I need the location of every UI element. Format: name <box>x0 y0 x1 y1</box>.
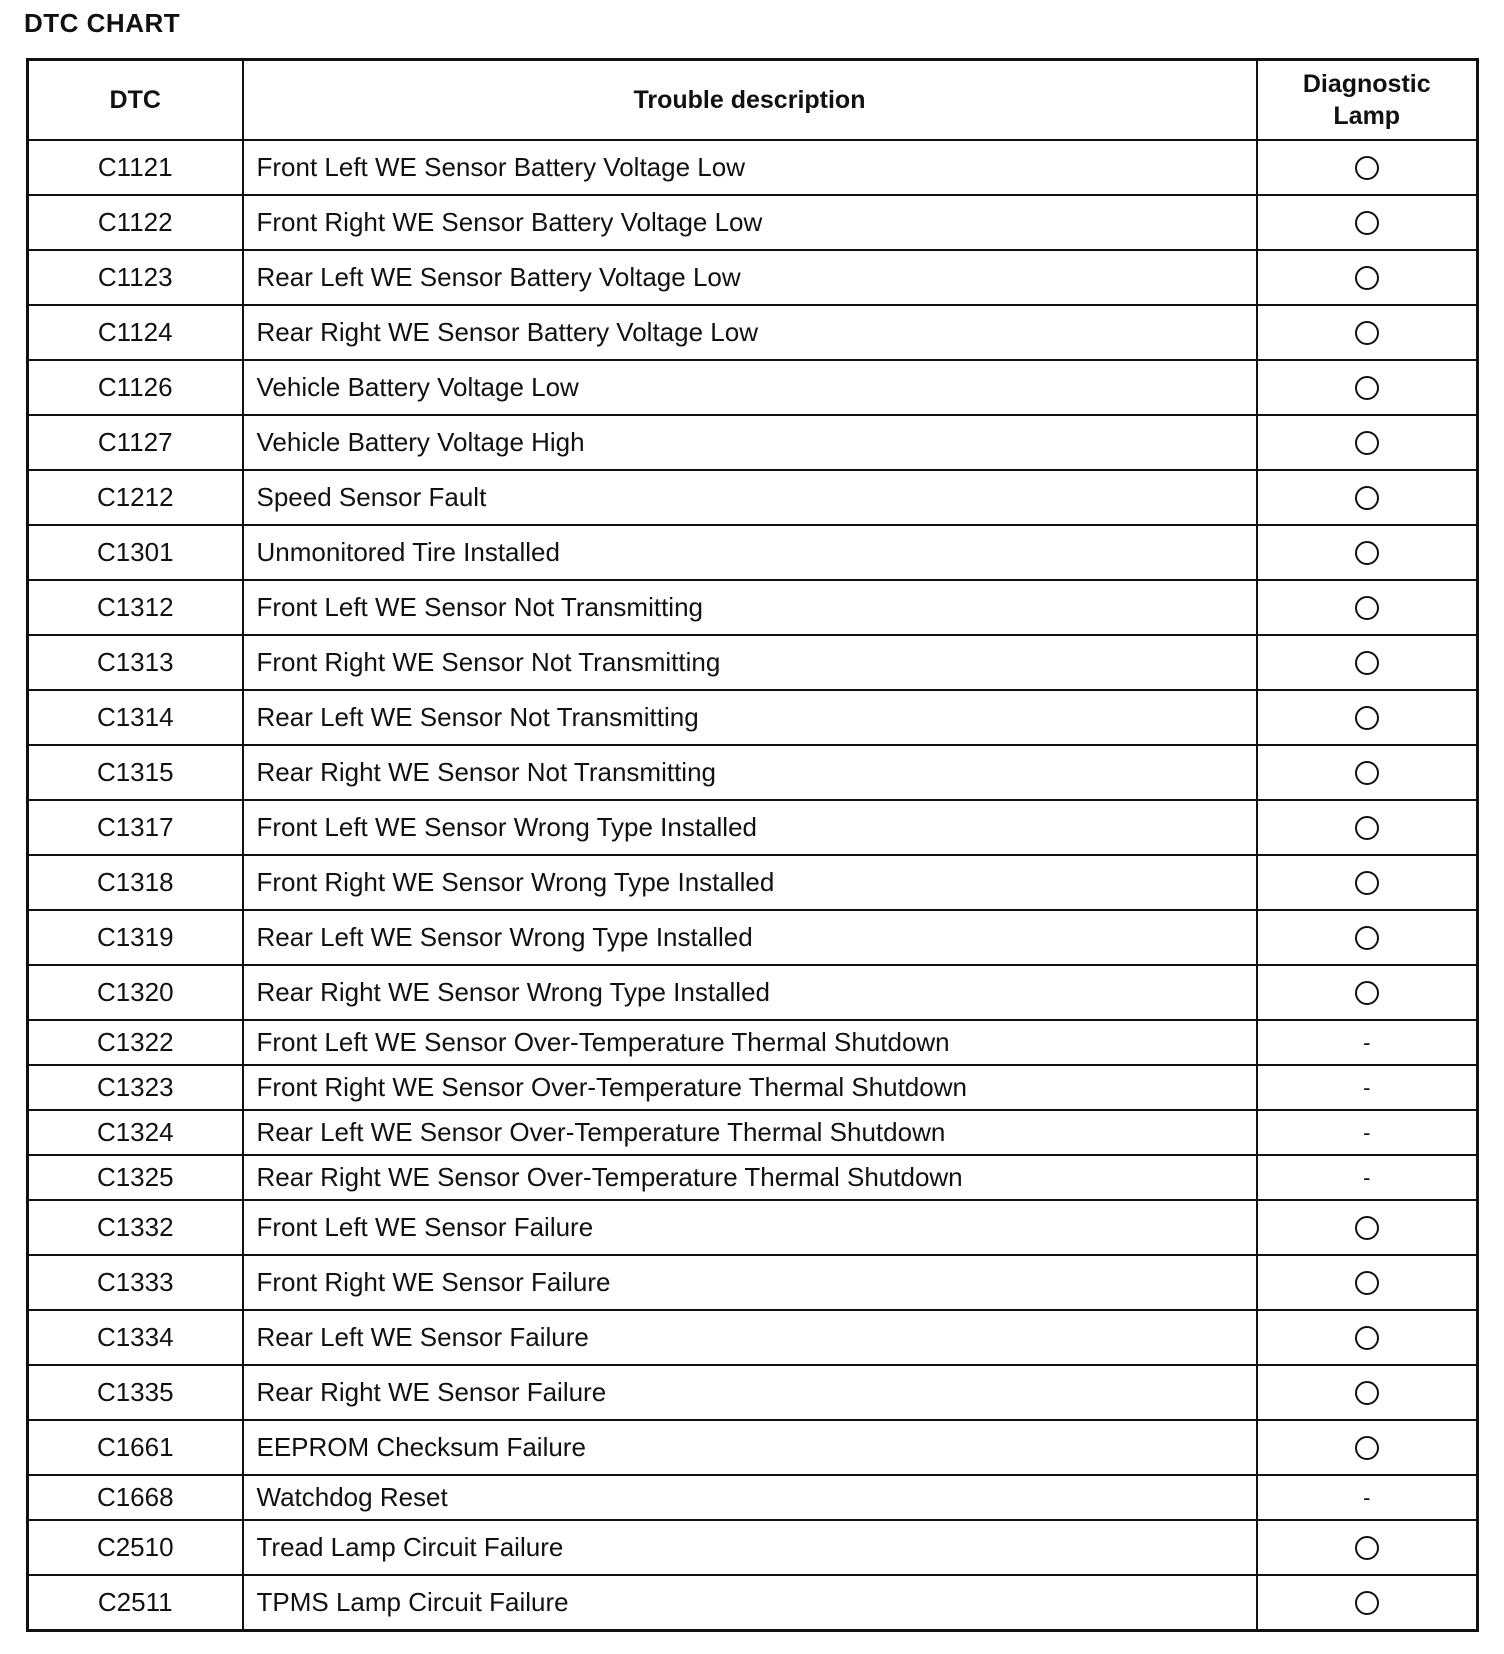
lamp-on-circle-icon <box>1355 651 1379 675</box>
dtc-code: C1325 <box>28 1155 243 1200</box>
table-header-row <box>28 60 1478 141</box>
lamp-off-dash: - <box>1363 1164 1371 1190</box>
header-dtc: DTC <box>28 60 243 141</box>
dtc-code: C1313 <box>28 635 243 690</box>
trouble-description: Rear Right WE Sensor Battery Voltage Low <box>243 305 1257 360</box>
trouble-description: Front Right WE Sensor Over-Temperature Thermal Shutdown <box>243 1065 1257 1110</box>
trouble-description: Vehicle Battery Voltage Low <box>243 360 1257 415</box>
trouble-description: Front Right WE Sensor Wrong Type Installed <box>243 855 1257 910</box>
dtc-code: C1122 <box>28 195 243 250</box>
trouble-description: Rear Right WE Sensor Not Transmitting <box>243 745 1257 800</box>
diagnostic-lamp-cell <box>1257 470 1478 525</box>
table-row <box>28 855 1478 910</box>
lamp-on-circle-icon <box>1355 926 1379 950</box>
table-row <box>28 1420 1478 1475</box>
lamp-off-dash: - <box>1363 1119 1371 1145</box>
table-row <box>28 1520 1478 1575</box>
table-row <box>28 250 1478 305</box>
trouble-description: Rear Left WE Sensor Failure <box>243 1310 1257 1365</box>
dtc-code: C1335 <box>28 1365 243 1420</box>
dtc-code: C1126 <box>28 360 243 415</box>
table-row <box>28 195 1478 250</box>
lamp-on-circle-icon <box>1355 211 1379 235</box>
lamp-on-circle-icon <box>1355 761 1379 785</box>
lamp-on-circle-icon <box>1355 486 1379 510</box>
lamp-on-circle-icon <box>1355 1436 1379 1460</box>
dtc-code: C1668 <box>28 1475 243 1520</box>
diagnostic-lamp-cell <box>1257 525 1478 580</box>
dtc-code: C2510 <box>28 1520 243 1575</box>
lamp-on-circle-icon <box>1355 871 1379 895</box>
diagnostic-lamp-cell <box>1257 1065 1478 1110</box>
trouble-description: Tread Lamp Circuit Failure <box>243 1520 1257 1575</box>
diagnostic-lamp-cell <box>1257 1520 1478 1575</box>
lamp-off-dash: - <box>1363 1029 1371 1055</box>
dtc-code: C1127 <box>28 415 243 470</box>
diagnostic-lamp-cell <box>1257 910 1478 965</box>
dtc-code: C1333 <box>28 1255 243 1310</box>
trouble-description: Front Right WE Sensor Battery Voltage Low <box>243 195 1257 250</box>
dtc-code: C1212 <box>28 470 243 525</box>
diagnostic-lamp-cell <box>1257 1365 1478 1420</box>
diagnostic-lamp-cell <box>1257 1420 1478 1475</box>
dtc-code: C1332 <box>28 1200 243 1255</box>
diagnostic-lamp-cell <box>1257 1475 1478 1520</box>
table-row <box>28 1155 1478 1200</box>
trouble-description: Front Right WE Sensor Not Transmitting <box>243 635 1257 690</box>
dtc-code: C1322 <box>28 1020 243 1065</box>
diagnostic-lamp-cell <box>1257 635 1478 690</box>
dtc-code: C1312 <box>28 580 243 635</box>
diagnostic-lamp-cell <box>1257 305 1478 360</box>
diagnostic-lamp-cell <box>1257 1020 1478 1065</box>
dtc-code: C1320 <box>28 965 243 1020</box>
table-row <box>28 360 1478 415</box>
table-row <box>28 635 1478 690</box>
dtc-code: C1317 <box>28 800 243 855</box>
diagnostic-lamp-cell <box>1257 580 1478 635</box>
dtc-table <box>26 58 1479 1632</box>
lamp-on-circle-icon <box>1355 981 1379 1005</box>
lamp-on-circle-icon <box>1355 1271 1379 1295</box>
table-row <box>28 1255 1478 1310</box>
trouble-description: Rear Left WE Sensor Wrong Type Installed <box>243 910 1257 965</box>
diagnostic-lamp-cell <box>1257 415 1478 470</box>
trouble-description: Rear Left WE Sensor Over-Temperature Thermal Shutdown <box>243 1110 1257 1155</box>
trouble-description: Rear Left WE Sensor Not Transmitting <box>243 690 1257 745</box>
diagnostic-lamp-cell <box>1257 1110 1478 1155</box>
lamp-on-circle-icon <box>1355 1591 1379 1615</box>
trouble-description: Vehicle Battery Voltage High <box>243 415 1257 470</box>
table-row <box>28 910 1478 965</box>
trouble-description: Rear Right WE Sensor Failure <box>243 1365 1257 1420</box>
table-row <box>28 965 1478 1020</box>
page-title: DTC CHART <box>24 8 181 38</box>
header-trouble-description: Trouble description <box>243 60 1257 141</box>
lamp-on-circle-icon <box>1355 706 1379 730</box>
table-row <box>28 1110 1478 1155</box>
trouble-description: TPMS Lamp Circuit Failure <box>243 1575 1257 1631</box>
diagnostic-lamp-cell <box>1257 1310 1478 1365</box>
trouble-description: Rear Left WE Sensor Battery Voltage Low <box>243 250 1257 305</box>
diagnostic-lamp-cell <box>1257 1200 1478 1255</box>
dtc-code: C1334 <box>28 1310 243 1365</box>
dtc-code: C1123 <box>28 250 243 305</box>
table-row <box>28 745 1478 800</box>
trouble-description: Watchdog Reset <box>243 1475 1257 1520</box>
table-row <box>28 525 1478 580</box>
lamp-on-circle-icon <box>1355 816 1379 840</box>
diagnostic-lamp-cell <box>1257 1155 1478 1200</box>
diagnostic-lamp-cell <box>1257 855 1478 910</box>
diagnostic-lamp-cell <box>1257 250 1478 305</box>
dtc-code: C1323 <box>28 1065 243 1110</box>
table-row <box>28 580 1478 635</box>
lamp-on-circle-icon <box>1355 1326 1379 1350</box>
lamp-on-circle-icon <box>1355 431 1379 455</box>
trouble-description: Rear Right WE Sensor Wrong Type Installed <box>243 965 1257 1020</box>
diagnostic-lamp-cell <box>1257 745 1478 800</box>
diagnostic-lamp-cell <box>1257 195 1478 250</box>
dtc-code: C1315 <box>28 745 243 800</box>
table-row <box>28 140 1478 195</box>
table-row <box>28 800 1478 855</box>
trouble-description: Front Left WE Sensor Not Transmitting <box>243 580 1257 635</box>
dtc-code: C1121 <box>28 140 243 195</box>
table-row <box>28 690 1478 745</box>
trouble-description: EEPROM Checksum Failure <box>243 1420 1257 1475</box>
diagnostic-lamp-cell <box>1257 1575 1478 1631</box>
lamp-on-circle-icon <box>1355 596 1379 620</box>
dtc-code: C1301 <box>28 525 243 580</box>
lamp-on-circle-icon <box>1355 541 1379 565</box>
trouble-description: Unmonitored Tire Installed <box>243 525 1257 580</box>
lamp-on-circle-icon <box>1355 266 1379 290</box>
diagnostic-lamp-cell <box>1257 800 1478 855</box>
trouble-description: Front Left WE Sensor Failure <box>243 1200 1257 1255</box>
trouble-description: Front Right WE Sensor Failure <box>243 1255 1257 1310</box>
table-row <box>28 1575 1478 1631</box>
dtc-code: C1319 <box>28 910 243 965</box>
lamp-on-circle-icon <box>1355 1216 1379 1240</box>
trouble-description: Speed Sensor Fault <box>243 470 1257 525</box>
lamp-on-circle-icon <box>1355 1381 1379 1405</box>
table-row <box>28 1475 1478 1520</box>
table-row <box>28 1310 1478 1365</box>
trouble-description: Front Left WE Sensor Over-Temperature Thermal Shutdown <box>243 1020 1257 1065</box>
lamp-on-circle-icon <box>1355 376 1379 400</box>
dtc-code: C1314 <box>28 690 243 745</box>
lamp-on-circle-icon <box>1355 1536 1379 1560</box>
table-row <box>28 1200 1478 1255</box>
diagnostic-lamp-cell <box>1257 1255 1478 1310</box>
header-diagnostic-lamp <box>1257 60 1478 141</box>
table-row <box>28 415 1478 470</box>
dtc-code: C1661 <box>28 1420 243 1475</box>
table-row <box>28 1065 1478 1110</box>
dtc-code: C1124 <box>28 305 243 360</box>
table-row <box>28 1020 1478 1065</box>
lamp-on-circle-icon <box>1355 321 1379 345</box>
dtc-code: C2511 <box>28 1575 243 1631</box>
table-row <box>28 305 1478 360</box>
dtc-code: C1324 <box>28 1110 243 1155</box>
trouble-description: Rear Right WE Sensor Over-Temperature Thermal Shutdown <box>243 1155 1257 1200</box>
lamp-off-dash: - <box>1363 1074 1371 1100</box>
diagnostic-lamp-cell <box>1257 965 1478 1020</box>
table-body <box>28 140 1478 1631</box>
table-row <box>28 470 1478 525</box>
diagnostic-lamp-cell <box>1257 140 1478 195</box>
diagnostic-lamp-cell <box>1257 360 1478 415</box>
lamp-off-dash: - <box>1363 1484 1371 1510</box>
trouble-description: Front Left WE Sensor Battery Voltage Low <box>243 140 1257 195</box>
header-diagnostic-lamp-label: Diagnostic Lamp <box>1302 70 1431 130</box>
lamp-on-circle-icon <box>1355 156 1379 180</box>
dtc-code: C1318 <box>28 855 243 910</box>
diagnostic-lamp-cell <box>1257 690 1478 745</box>
trouble-description: Front Left WE Sensor Wrong Type Installed <box>243 800 1257 855</box>
table-row <box>28 1365 1478 1420</box>
